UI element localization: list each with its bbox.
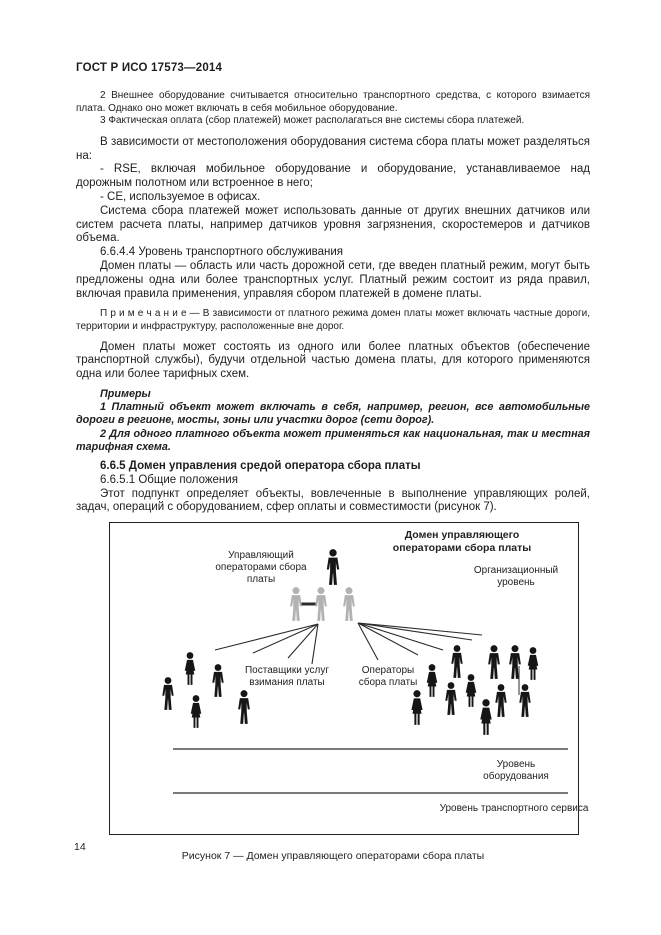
document-header: ГОСТ Р ИСО 17573—2014 xyxy=(76,62,223,74)
paragraph-body: В зависимости от местоположения оборудования система сбора платы может разделяться на: xyxy=(76,135,590,162)
person-icon xyxy=(488,645,500,679)
subclause-6-6-5-1: 6.6.5.1 Общие положения xyxy=(100,473,238,486)
paragraph-note-2: 2 Внешнее оборудование считывается относительно транспортного средства, с которого взимается плата. Однако оно может включать в себя мобильное оборудование. xyxy=(76,90,590,114)
heading-6-6-5: 6.6.5 Домен управления средой оператора сбора платы xyxy=(100,459,421,472)
examples-header: Примеры xyxy=(100,387,151,400)
person-icon xyxy=(480,699,492,735)
figure-label-org-level: Организационный уровень xyxy=(473,565,559,589)
paragraph-body: Этот подпункт определяет объекты, вовлеченные в выполнение управляющих ролей, задач, операций с оборудованием, сфер оплаты и совместимости (рисунок 7). xyxy=(76,487,590,514)
paragraph-list-rse: - RSE, включая мобильное оборудование и оборудование, устанавливаемое над дорожным полотном или встроенное в него; xyxy=(76,163,590,190)
subclause-6-6-4-4: 6.6.4.4 Уровень транспортного обслуживания xyxy=(100,246,344,259)
page-number: 14 xyxy=(74,841,86,853)
paragraph-body: Домен платы может состоять из одного или более платных объектов (обеспечение транспортной службы), будучи отдельной частью домена платы, для которого применяются одна или более тарифных схем. xyxy=(76,340,590,381)
paragraph-note-3: 3 Фактическая оплата (сбор платежей) может располагаться вне системы сбора платежей. xyxy=(100,115,525,127)
person-icon xyxy=(162,677,173,710)
person-icon xyxy=(327,549,339,585)
person-icon xyxy=(519,684,530,717)
person-icon xyxy=(528,647,539,680)
figure-label-providers: Поставщики услуг взимания платы xyxy=(244,665,329,689)
person-icon xyxy=(427,664,438,697)
person-icon xyxy=(411,690,422,725)
paragraph-body: Система сбора платежей может использовать данные от других внешних датчиков или систем расчета платы, например датчиков уровня загрязнения, скоростемеров и датчиков объема. xyxy=(76,204,590,245)
figure-title: Домен управляющего операторами сбора платы xyxy=(392,529,532,555)
figure-caption: Рисунок 7 — Домен управляющего операторами сбора платы xyxy=(181,850,485,863)
person-icon xyxy=(212,664,223,697)
paragraph-note: П р и м е ч а н и е — В зависимости от платного режима домен платы может включать частные дороги, территории и инфраструктуру, расположенные вне дорог. xyxy=(76,308,590,332)
person-icon xyxy=(315,587,327,621)
figure-7 xyxy=(109,522,589,835)
person-icon xyxy=(445,682,456,715)
person-icon xyxy=(451,645,462,678)
paragraph-body: Домен платы — область или часть дорожной сети, где введен платный режим, могут быть предложены одна или более транспортных услуг. Платный режим состоит из ряда правил, включая правила применения, управляя сбором платежей в домене платы. xyxy=(76,259,590,300)
figure-label-manager: Управляющий операторами сбора платы xyxy=(215,550,307,586)
person-icon xyxy=(238,690,250,724)
person-icon xyxy=(185,652,196,685)
figure-label-operators: Операторы сбора платы xyxy=(358,665,418,689)
example-1: 1 Платный объект может включать в себя, например, регион, все автомобильные дороги в регионе, мосты, зоны или участки дорог (сети дорог). xyxy=(76,401,590,427)
example-2: 2 Для одного платного объекта может применяться как национальная, так и местная тарифная схема. xyxy=(76,427,590,453)
person-icon xyxy=(495,684,506,717)
person-icon xyxy=(191,695,202,728)
paragraph-list-ce: - CE, используемое в офисах. xyxy=(100,190,261,203)
person-icon xyxy=(466,674,477,707)
figure-label-equipment-level: Уровень оборудования xyxy=(483,759,549,783)
figure-label-transport-level: Уровень транспортного сервиса xyxy=(439,803,589,815)
document-content xyxy=(76,62,590,862)
person-icon xyxy=(290,587,302,621)
person-icon xyxy=(343,587,355,621)
connector-line xyxy=(215,624,318,650)
